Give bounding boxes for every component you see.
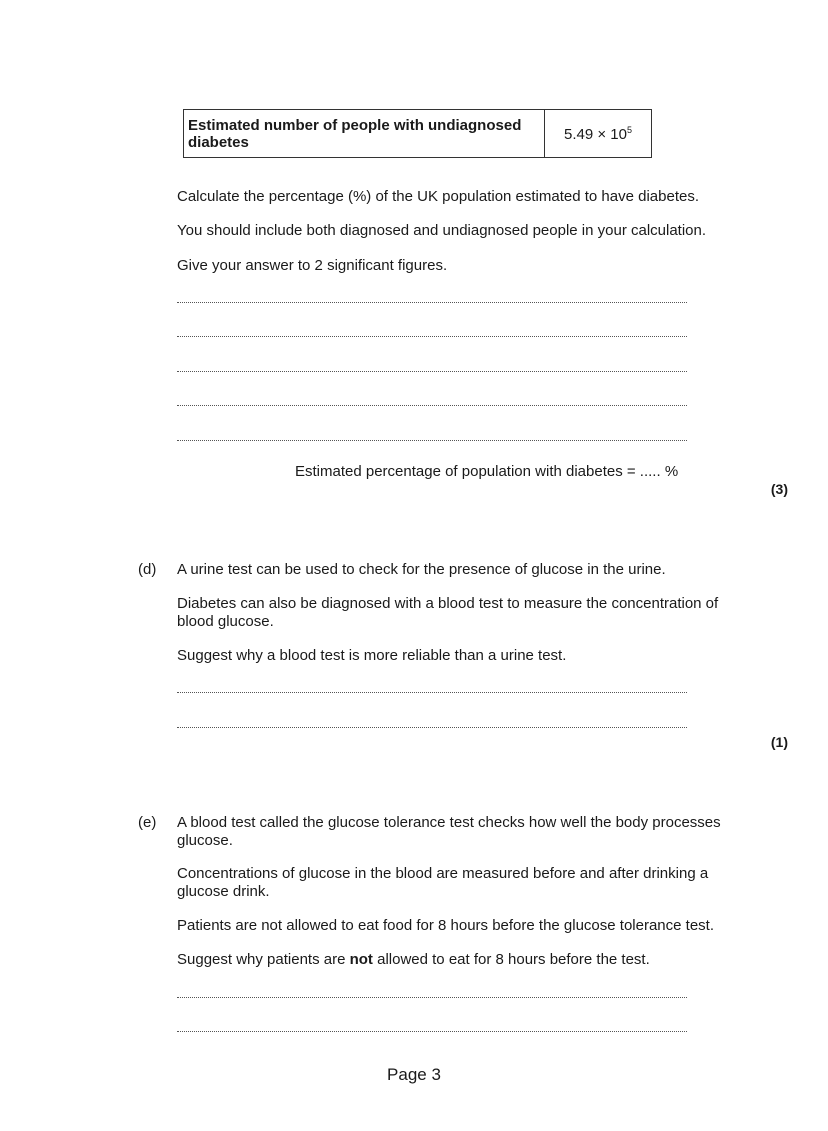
answer-line[interactable] [177,727,687,728]
answer-line[interactable] [177,371,687,372]
answer-line[interactable] [177,1031,687,1032]
question-d: Suggest why a blood test is more reliable than a urine test. [177,647,567,664]
question-e-post: allowed to eat for 8 hours before the test. [372,951,650,968]
data-table [183,109,652,158]
question-label-e: (e) [138,814,157,831]
answer-line[interactable] [177,692,687,693]
table-row [184,110,652,158]
paragraph-concentrations: Concentrations of glucose in the blood are measured before and after drinking a glucose drink. [177,865,709,900]
answer-prompt: Estimated percentage of population with diabetes = ..... % [295,463,679,480]
answer-line[interactable] [177,302,687,303]
marks-d: (1) [770,734,788,750]
answer-line[interactable] [177,440,687,441]
marks-c: (3) [770,481,788,497]
value-base: 5.49 × 10 [564,125,627,143]
paragraph-blood-test: Diabetes can also be diagnosed with a blood test to measure the concentration of blood glucose. [177,595,719,630]
paragraph-glucose-tolerance: A blood test called the glucose tolerance test checks how well the body processes glucose. [177,814,721,849]
instruction-calculate: Calculate the percentage (%) of the UK population estimated to have diabetes. [177,188,699,205]
question-label-d: (d) [138,561,157,578]
question-e-bold: not [349,951,373,968]
page-number: Page 3 [387,1065,441,1084]
question-e-pre: Suggest why patients are [177,951,350,968]
table-label-cell: Estimated number of people with undiagnosed diabetes [184,110,545,158]
answer-line[interactable] [177,405,687,406]
table-value-cell [545,110,652,158]
instruction-sig-figs: Give your answer to 2 significant figures. [177,257,448,274]
answer-line[interactable] [177,336,687,337]
instruction-include: You should include both diagnosed and undiagnosed people in your calculation. [177,222,707,239]
paragraph-urine-test: A urine test can be used to check for the presence of glucose in the urine. [177,561,666,578]
answer-line[interactable] [177,997,687,998]
value-exponent: 5 [626,124,632,135]
question-e [177,951,747,969]
paragraph-fasting: Patients are not allowed to eat food for 8 hours before the glucose tolerance test. [177,917,715,934]
